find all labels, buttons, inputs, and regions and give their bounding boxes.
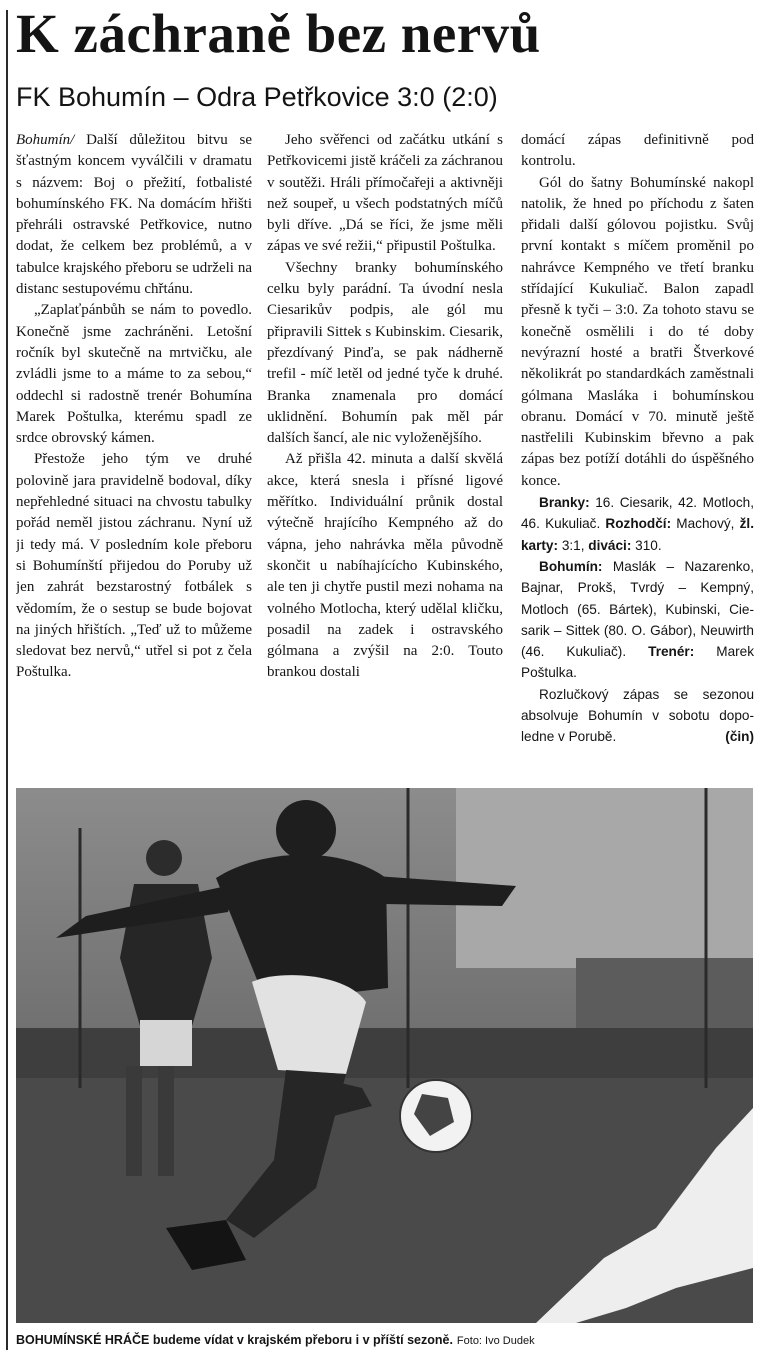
paragraph: „Zaplaťpánbůh se nám to povedlo. Konečně jsme zachráněni. Letošní ročník byl skutečně na mrtvičku, ale zvládli jsme to a máme to za sebou,“ oddechl si radostně trenér Bohumína Marek Poštulka, kterému spadl ze srdce obrovský kámen. [16,302,252,447]
author-signature: (čin) [725,729,754,745]
article-column-2 [267,130,503,778]
article-column-1 [16,130,252,778]
stats-lineup: Bohumín: Maslák – Nazarenko, Bajnar, Prokš, Tvrdý – Kempný, Motloch (65. Bártek), Kubinski, Ciesarik – Sittek (80. O. Gábor), Neuwirth (46. Kukuliač). Trenér: Marek Poštulka. [521,558,754,681]
match-subtitle: FK Bohumín – Odra Petřkovice 3:0 (2:0) [16,82,498,112]
paragraph: Až přišla 42. minuta a další skvělá akce, která snesla i přísné ligové měřítko. Individuální průnik dostal výtečně hrajícího Kempného až do vápna, jeho nahrávka měla původně skončit u nabíhajícícho Kubinského, ale ten ji chytře pustil mezi nohama na volného Motlocha, který udělal kličku, posadil na zadek i ostravského gólmana a zvýšil na 2:0. Touto brankou dostali [267,451,503,681]
background-building [456,788,753,968]
headline: K záchraně bez nervů [16,3,541,64]
dateline: Bohumín/ [16,132,75,148]
paragraph: Jeho svěřenci od začátku utkání s Petřkovicemi jistě kráčeli za záchranou v soutěži. Hráli přímočařeji a aktivněji než soupeř, u všech podstatných míčů byli dříve. „Dá se říci, že jsme měli zápas ve své režii,“ připustil Poštulka. [267,132,503,255]
photo-credit: Foto: Ivo Dudek [456,1335,535,1347]
left-margin-rule [6,10,8,1350]
paragraph: domácí zápas definitivně pod kontrolu. [521,132,754,170]
paragraph: Přestože jeho tým ve druhé polovině jara pravidelně bodoval, díky nepřehledné situaci na chvostu tabulky pořád neměl jistou záchranu. Nyní už ji tedy má. V posledním kole přeboru si Bohumínští přijedou do Poruby už jen zahrát bezstarostný fotbálek s vědomím, že o sestup se bude bojovat na jiných hřištích. „Teď už to můžeme sledovat bez nervů,“ utřel si pot z čela Poštulka. [16,451,252,681]
stats-goals: Branky: 16. Ciesarik, 42. Motloch, 46. Kukuliač. Rozhodčí: Machový, žl. karty: 3:1, diváci: 310. [521,495,754,553]
paragraph: Všechny branky bohumínského celku byly parádní. Ta úvodní nesla Ciesarikův podpis, ale gól mu připravili Sittek s Kubinskim. Ciesarik, přezdívaný Pinďa, se pak nádherně trefil - míč letěl od jedné tyče k druhé. Branka znamenala pro domácí uklidnění. Bohumín pak měl pár dalších šancí, ale nic vyloženějšího. [267,259,503,447]
match-photo [16,788,753,1323]
closing-note: Rozlučkový zápas se sezonou absolvuje Bohumín v sobotu dopoledne v Porubě. (čin) [521,684,754,748]
article-column-3 [521,130,754,778]
lead-text: Další důležitou bitvu se šťastným koncem vyválčili v dramatu s názvem: Boj o přežití, fotbalisté bohumínského FK. Na domácím hřišti přehráli ostravské Petřkovice, nutno dodat, že celkem bez problémů, a v tabulce krajského přeboru se udrželi na distanc sestupovému chřtánu. [16,132,252,298]
photo-caption: BOHUMÍNSKÉ HRÁČE budeme vídat v krajském přeboru i v příští sezoně. Foto: Ivo Dudek [16,1333,535,1347]
paragraph: Gól do šatny Bohumínské nakopl natolik, že hned po příchodu z šaten přidali další gólovou pojistku. Svůj první kontakt s míčem proměnil po nahrávce Kempného ve třetí branku střídající Kukuliač. Balon zapadl přesně k tyči – 3:0. Za tohoto stavu se konečně osmělili i do té doby nevýrazní hosté a bratři Štverkové několikrát po standardkách zaměstnali gólmana Masláka i bohumínskou obranu. Domácí v 70. minutě ještě nastřelili Kubinskim břevno a pak zápas bez potíží dotáhli do úspěšného konce. [521,174,754,489]
photo-illustration [16,788,753,1323]
paragraph-lead [16,130,252,300]
match-stats-box [521,492,754,748]
